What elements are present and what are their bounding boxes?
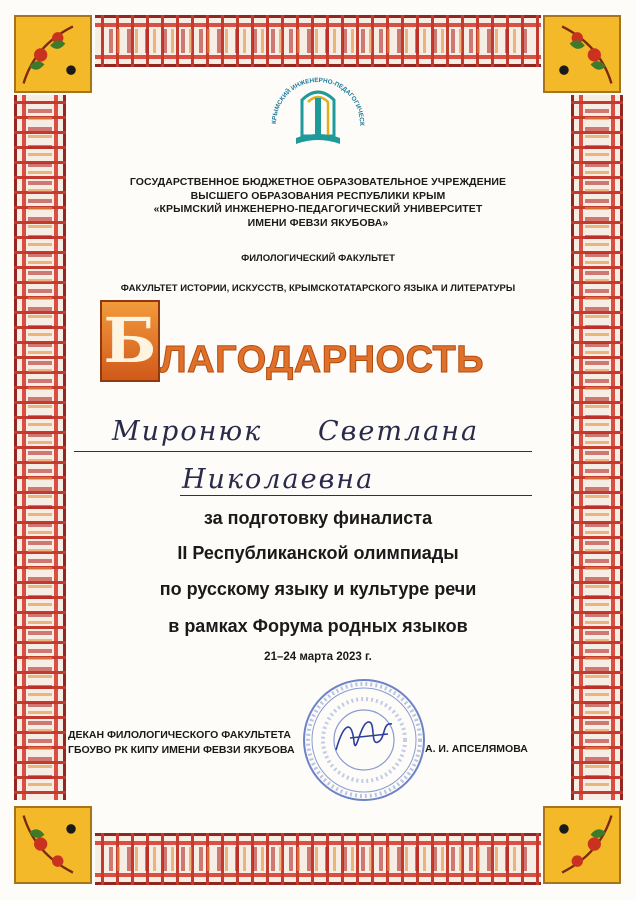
signature: [330, 712, 400, 762]
title-rest: ЛАГОДАРНОСТЬ: [160, 339, 485, 381]
body-line-3: по русскому языку и культуре речи: [159, 579, 477, 599]
ornament-border-left: [14, 95, 66, 800]
signatory-position: [68, 728, 295, 758]
organization-line-2: ВЫСШЕГО ОБРАЗОВАНИЯ РЕСПУБЛИКИ КРЫМ: [190, 189, 446, 202]
signatory-position-line-1: ДЕКАН ФИЛОЛОГИЧЕСКОГО ФАКУЛЬТЕТА: [68, 729, 291, 741]
corner-ornament-bottom-left: [14, 806, 92, 884]
signatory-position-line-2: ГБОУВО РК КИПУ ИМЕНИ ФЕВЗИ ЯКУБОВА: [68, 744, 295, 756]
corner-ornament-bottom-right: [543, 806, 621, 884]
organization-line-4: ИМЕНИ ФЕВЗИ ЯКУБОВА»: [247, 216, 389, 229]
signatory-name: А. И. АПСЕЛЯМОВА: [425, 743, 528, 755]
body-line-4: в рамках Форума родных языков: [168, 616, 468, 636]
recipient-patronymic: Николаевна: [182, 464, 375, 495]
corner-ornament-top-left: [14, 15, 92, 93]
faculty-philology: ФИЛОЛОГИЧЕСКИЙ ФАКУЛЬТЕТ: [241, 253, 395, 264]
certificate-title: [100, 300, 540, 386]
recipient-first-name: Светлана: [318, 416, 480, 447]
event-date: 21–24 марта 2023 г.: [264, 651, 372, 663]
organization-name: [60, 176, 576, 230]
organization-line-1: ГОСУДАРСТВЕННОЕ БЮДЖЕТНОЕ ОБРАЗОВАТЕЛЬНОЕ УЧРЕЖДЕНИЕ: [129, 176, 507, 188]
ornament-border-right: [571, 95, 623, 800]
logo-arc-text: КРЫМСКИЙ ИНЖЕНЕРНО-ПЕДАГОГИЧЕСК: [270, 76, 366, 126]
body-line-2: II Республиканской олимпиады: [177, 543, 459, 563]
corner-ornament-top-right: [543, 15, 621, 93]
recipient-surname: Миронюк: [112, 416, 263, 447]
title-initial: Б: [100, 300, 160, 382]
name-underline-2: [180, 495, 532, 496]
ornament-border-bottom: [95, 833, 541, 885]
faculty-history-arts: ФАКУЛЬТЕТ ИСТОРИИ, ИСКУССТВ, КРЫМСКОТАТАРСКОГО ЯЗЫКА И ЛИТЕРАТУРЫ: [120, 283, 516, 294]
organization-line-3: «КРЫМСКИЙ ИНЖЕНЕРНО-ПЕДАГОГИЧЕСКИЙ УНИВЕРСИТЕТ: [153, 203, 483, 215]
university-logo: [262, 58, 374, 170]
body-line-1: за подготовку финалиста: [203, 508, 433, 528]
name-underline-1: [74, 451, 532, 452]
